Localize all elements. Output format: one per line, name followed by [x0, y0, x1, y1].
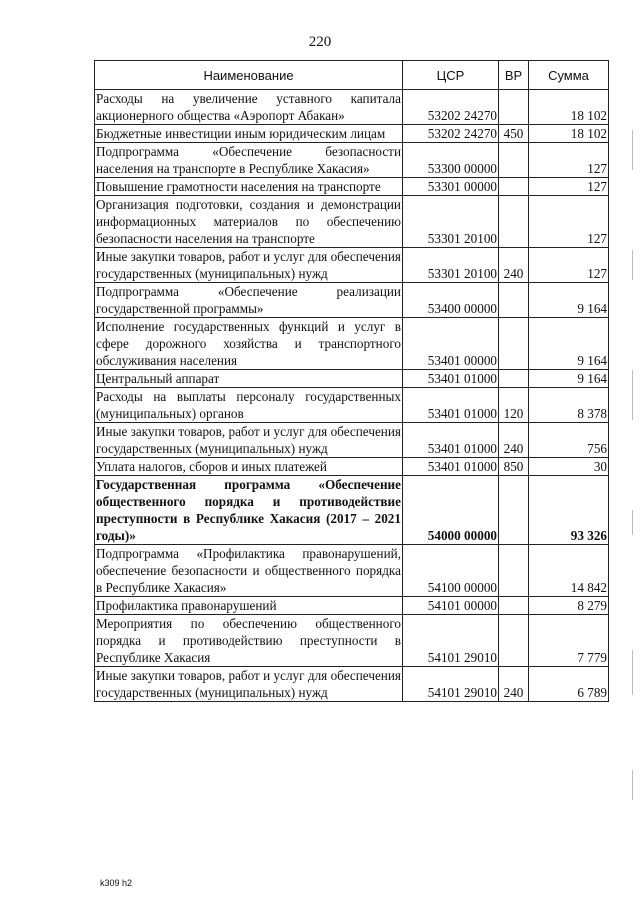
- cell-vr: [499, 283, 529, 318]
- cell-csr: 53202 24270: [403, 90, 499, 125]
- header-vr: ВР: [499, 61, 529, 90]
- cell-name: Профилактика правонарушений: [95, 597, 403, 615]
- cell-vr: [499, 476, 529, 545]
- cell-name: Бюджетные инвестиции иным юридическим лицам: [95, 125, 403, 143]
- cell-name: Организация подготовки, создания и демонстрации информационных материалов по обеспечению безопасности населения на транспорте: [96, 197, 401, 246]
- cell-csr: 53401 00000: [403, 318, 499, 370]
- table-header-row: [95, 61, 609, 90]
- cell-sum: 93 326: [529, 476, 609, 545]
- cell-vr: [499, 178, 529, 196]
- cell-vr: [499, 90, 529, 125]
- cell-csr: 54101 29010: [403, 615, 499, 667]
- table-row: [95, 597, 609, 615]
- cell-vr: [499, 370, 529, 388]
- cell-vr: [499, 597, 529, 615]
- cell-sum: 18 102: [529, 90, 609, 125]
- table-row: [95, 143, 609, 178]
- cell-sum: 8 279: [529, 597, 609, 615]
- cell-sum: 18 102: [529, 125, 609, 143]
- page-number: 220: [308, 34, 332, 50]
- table-row: [95, 90, 609, 125]
- cell-name: Расходы на выплаты персоналу государственных (муниципальных) органов: [96, 389, 401, 421]
- cell-name: Иные закупки товаров, работ и услуг для обеспечения государственных (муниципальных) нужд: [96, 668, 401, 700]
- cell-sum: 9 164: [529, 283, 609, 318]
- table-row: [95, 178, 609, 196]
- cell-sum: 6 789: [529, 667, 609, 702]
- table-row: [95, 388, 609, 423]
- cell-sum: 30: [529, 458, 609, 476]
- cell-vr: [499, 196, 529, 248]
- cell-sum: 127: [529, 248, 609, 283]
- cell-name: Уплата налогов, сборов и иных платежей: [95, 458, 403, 476]
- cell-vr: 120: [499, 388, 529, 423]
- header-sum: Сумма: [529, 61, 609, 90]
- cell-vr: 240: [499, 423, 529, 458]
- cell-name: Иные закупки товаров, работ и услуг для обеспечения государственных (муниципальных) нужд: [96, 424, 401, 456]
- cell-sum: 756: [529, 423, 609, 458]
- cell-vr: [499, 318, 529, 370]
- header-csr: ЦСР: [403, 61, 499, 90]
- table-row: [95, 196, 609, 248]
- cell-name: Подпрограмма «Профилактика правонарушений, обеспечение безопасности и общественного порядка в Республике Хакасия»: [96, 546, 401, 595]
- cell-sum: 9 164: [529, 370, 609, 388]
- cell-csr: 53401 01000: [403, 370, 499, 388]
- cell-sum: 7 779: [529, 615, 609, 667]
- cell-csr: 53301 20100: [403, 248, 499, 283]
- table-row: [95, 125, 609, 143]
- cell-sum: 9 164: [529, 318, 609, 370]
- cell-csr: 53202 24270: [403, 125, 499, 143]
- cell-sum: 8 378: [529, 388, 609, 423]
- table-row: [95, 458, 609, 476]
- cell-csr: 53300 00000: [403, 143, 499, 178]
- footer-code: k309 h2: [100, 878, 133, 888]
- cell-vr: 450: [499, 125, 529, 143]
- cell-name: Исполнение государственных функций и услуг в сфере дорожного хозяйства и транспортного обслуживания населения: [96, 319, 401, 368]
- table-body: [95, 90, 609, 702]
- cell-csr: 53301 20100: [403, 196, 499, 248]
- cell-name: Повышение грамотности населения на транспорте: [95, 178, 403, 196]
- cell-vr: [499, 143, 529, 178]
- cell-vr: 240: [499, 667, 529, 702]
- scan-edge-marks: [632, 130, 636, 830]
- table-row: [95, 615, 609, 667]
- cell-csr: 54101 29010: [403, 667, 499, 702]
- table-row: [95, 667, 609, 702]
- cell-name: Подпрограмма «Обеспечение реализации государственной программы»: [96, 284, 401, 316]
- table-row: [95, 318, 609, 370]
- table-row: [95, 370, 609, 388]
- cell-name: Расходы на увеличение уставного капитала акционерного общества «Аэропорт Абакан»: [96, 91, 401, 123]
- cell-csr: 54100 00000: [403, 545, 499, 597]
- table-row: [95, 283, 609, 318]
- table-row: [95, 476, 609, 545]
- cell-vr: 240: [499, 248, 529, 283]
- cell-name: Мероприятия по обеспечению общественного порядка и противодействию преступности в Республике Хакасия: [96, 616, 401, 665]
- cell-vr: 850: [499, 458, 529, 476]
- cell-name: Подпрограмма «Обеспечение безопасности населения на транспорте в Республике Хакасия»: [96, 144, 401, 176]
- table-row: [95, 423, 609, 458]
- cell-csr: 54101 00000: [403, 597, 499, 615]
- header-name: Наименование: [95, 61, 403, 90]
- cell-name: Государственная программа «Обеспечение общественного порядка и противодействие преступности в Республике Хакасия (2017 – 2021 годы)»: [96, 477, 401, 543]
- cell-vr: [499, 545, 529, 597]
- table-row: [95, 248, 609, 283]
- cell-sum: 14 842: [529, 545, 609, 597]
- cell-csr: 53401 01000: [403, 458, 499, 476]
- table-row: [95, 545, 609, 597]
- cell-csr: 53400 00000: [403, 283, 499, 318]
- cell-sum: 127: [529, 143, 609, 178]
- budget-table: [94, 60, 609, 702]
- cell-sum: 127: [529, 178, 609, 196]
- cell-csr: 54000 00000: [403, 476, 499, 545]
- cell-csr: 53401 01000: [403, 423, 499, 458]
- cell-name: Иные закупки товаров, работ и услуг для обеспечения государственных (муниципальных) нужд: [96, 249, 401, 281]
- cell-vr: [499, 615, 529, 667]
- cell-csr: 53301 00000: [403, 178, 499, 196]
- cell-csr: 53401 01000: [403, 388, 499, 423]
- cell-sum: 127: [529, 196, 609, 248]
- cell-name: Центральный аппарат: [95, 370, 403, 388]
